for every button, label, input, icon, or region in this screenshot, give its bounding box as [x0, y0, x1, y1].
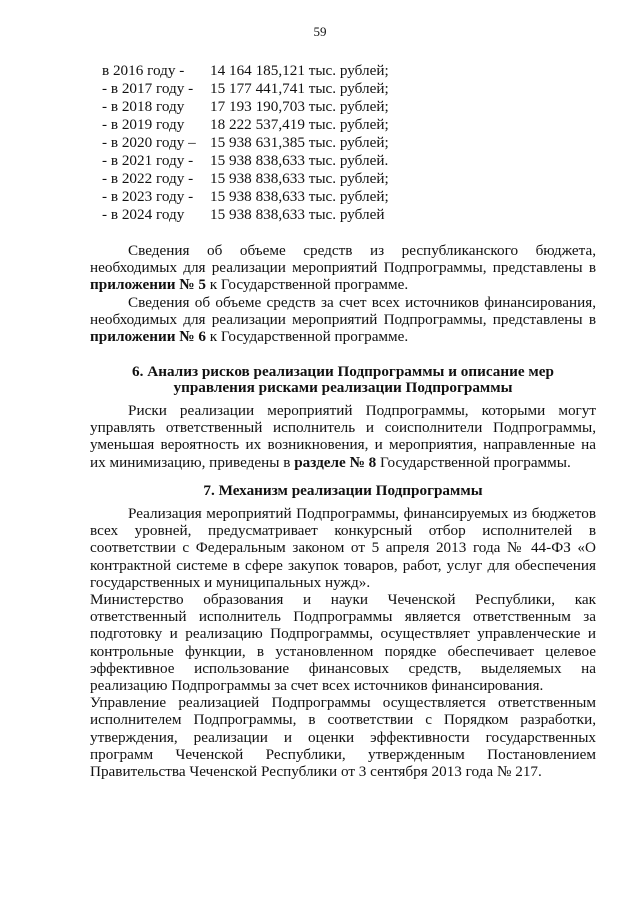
section-7-title: 7. Механизм реализации Подпрограммы	[203, 482, 483, 499]
section-6-title-continued: управления рисками реализации Подпрограммы	[173, 379, 513, 396]
republican-budget-paragraph	[90, 242, 596, 294]
paragraph-text: к Государственной программе.	[205, 276, 409, 294]
funding-row	[102, 206, 389, 224]
mechanism-paragraph-1: Реализация мероприятий Подпрограммы, финансируемых из бюджетов всех уровней, предусматривает конкурсный отбор исполнителей в соответствии с Федеральным законом от 5 апреля 2013 года № 44-ФЗ «О контрактной системе в сфере закупок товаров, работ, услуг для обеспечения государственных и муниципальных нужд».	[90, 505, 596, 591]
funding-row	[102, 188, 389, 206]
funding-year: - в 2017 году -	[102, 80, 194, 97]
funding-year: в 2016 году -	[102, 62, 185, 79]
page-number: 59	[313, 24, 327, 39]
paragraph-text: Сведения об объеме средств из республиканского бюджета, необходимых для реализации мероприятий Подпрограммы, представлены в	[90, 242, 596, 277]
funding-year: - в 2018 году	[102, 98, 185, 115]
mechanism-paragraph-2: Министерство образования и науки Чеченской Республики, как ответственный исполнитель Подпрограммы является ответственным за подготовку и реализацию Подпрограммы, осуществляет управленческие и контрольные функции, в установленном порядке обеспечивает целевое эффективное использование финансовых средств, выделяемых на реализацию Подпрограммы за счет всех источников финансирования.	[90, 591, 596, 695]
funding-sources-block	[90, 242, 596, 345]
funding-row	[102, 134, 389, 152]
mechanism-paragraph-3: Управление реализацией Подпрограммы осуществляется ответственным исполнителем Подпрограммы, в соответствии с Порядком разработки, утверждения, реализации и оценки эффективности государственных программ Чеченской Республики, утвержденным Постановлением Правительства Чеченской Республики от 3 сентября 2013 года № 217.	[90, 694, 596, 781]
funding-amount: 15 938 838,633 тыс. рублей;	[210, 188, 389, 205]
appendix-reference: приложении № 6	[90, 328, 206, 346]
section-7	[90, 483, 596, 780]
funding-year: - в 2023 году -	[102, 188, 194, 205]
funding-year: - в 2021 году -	[102, 152, 194, 169]
appendix-reference: приложении № 5	[90, 276, 206, 294]
risks-paragraph	[90, 402, 596, 471]
funding-year: - в 2022 году -	[102, 170, 194, 187]
all-sources-paragraph	[90, 294, 596, 346]
paragraph-text: Риски реализации мероприятий Подпрограммы, которыми могут управлять ответственный исполнитель и соисполнители Подпрограммы, уменьшая вероятность их возникновения, и мероприятия, направленные на их минимизацию, приведены в	[90, 402, 596, 471]
funding-by-year-list	[102, 62, 389, 224]
section-reference: разделе № 8	[294, 453, 377, 471]
funding-row	[102, 170, 389, 188]
section-6-title: 6. Анализ рисков реализации Подпрограммы и описание мер	[132, 363, 554, 380]
funding-year: - в 2024 году	[102, 206, 185, 223]
funding-year: - в 2019 году	[102, 116, 185, 133]
funding-amount: 14 164 185,121 тыс. рублей;	[210, 62, 389, 79]
section-6	[90, 364, 596, 471]
funding-amount: 15 938 838,633 тыс. рублей	[210, 206, 385, 223]
funding-amount: 15 177 441,741 тыс. рублей;	[210, 80, 389, 97]
funding-amount: 17 193 190,703 тыс. рублей;	[210, 98, 389, 115]
funding-row	[102, 152, 389, 170]
funding-year: - в 2020 году –	[102, 134, 196, 151]
funding-amount: 15 938 838,633 тыс. рублей.	[210, 152, 389, 169]
paragraph-text: Сведения об объеме средств за счет всех источников финансирования, необходимых для реализации мероприятий Подпрограммы, представлены в	[90, 293, 596, 328]
funding-amount: 18 222 537,419 тыс. рублей;	[210, 116, 389, 133]
paragraph-text: Государственной программы.	[376, 453, 571, 471]
funding-amount: 15 938 838,633 тыс. рублей;	[210, 170, 389, 187]
funding-row	[102, 62, 389, 80]
funding-row	[102, 98, 389, 116]
paragraph-text: к Государственной программе.	[205, 328, 409, 346]
funding-amount: 15 938 631,385 тыс. рублей;	[210, 134, 389, 151]
funding-row	[102, 80, 389, 98]
funding-row	[102, 116, 389, 134]
